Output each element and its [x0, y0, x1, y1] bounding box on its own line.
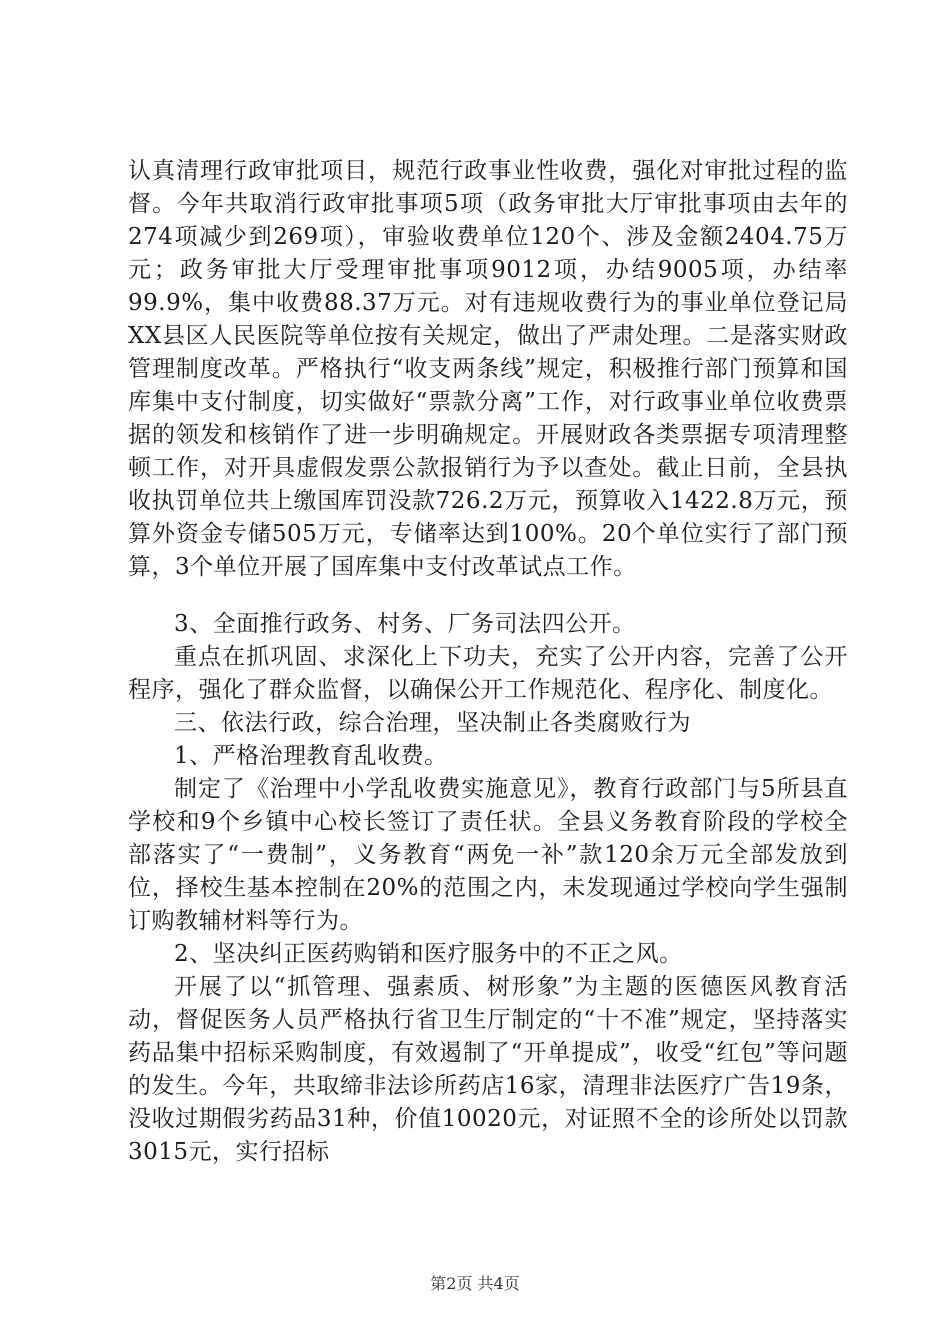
section-heading-3: 三、依法行政，综合治理，坚决制止各类腐败行为 [174, 710, 691, 736]
paragraph-education-fees-detail: 制定了《治理中小学乱收费实施意见》，教育行政部门与5所县直学校和9个乡镇中心校长签订了责任状。全县义务教育阶段的学校全部落实了“一费制”，义务教育“两免一补”款120余万元全部发放到位，择校生基本控制在20%的范围之内，未发现通过学校向学生强制订购教辅材料等行为。 [128, 776, 848, 934]
document-body [128, 155, 848, 1169]
heading-item-1-education-fees: 1、严格治理教育乱收费。 [174, 743, 448, 769]
paragraph-medical-detail: 开展了以“抓管理、强素质、树形象”为主题的医德医风教育活动，督促医务人员严格执行省卫生厅制定的“十不准”规定，坚持落实药品集中招标采购制度，有效遏制了“开单提成”，收受“红包”等问题的发生。今年，共取缔非法诊所药店16家，清理非法医疗广告19条，没收过期假劣药品31种，价值10020元，对证照不全的诊所处以罚款3015元，实行招标 [128, 974, 848, 1165]
paragraph-gap [128, 584, 848, 608]
paragraph-continued-approval-reform: 认真清理行政审批项目，规范行政事业性收费，强化对审批过程的监督。今年共取消行政审批事项5项（政务审批大厅审批事项由去年的274项减少到269项），审验收费单位120个、涉及金额2404.75万元；政务审批大厅受理审批事项9012项，办结9005项，办结率99.9%，集中收费88.37万元。对有违规收费行为的事业单位登记局XX县区人民医院等单位按有关规定，做出了严肃处理。二是落实财政管理制度改革。严格执行“收支两条线”规定，积极推行部门预算和国库集中支付制度，切实做好“票款分离”工作，对行政事业单位收费票据的领发和核销作了进一步明确规定。开展财政各类票据专项清理整顿工作，对开具虚假发票公款报销行为予以查处。截止日前，全县执收执罚单位共上缴国库罚没款726.2万元，预算收入1422.8万元，预算外资金专储505万元，专储率达到100%。20个单位实行了部门预算，3个单位开展了国库集中支付改革试点工作。 [128, 158, 848, 580]
page-number-footer: 第2页 共4页 [430, 1274, 520, 1293]
paragraph-openness-detail: 重点在抓巩固、求深化上下功夫，充实了公开内容，完善了公开程序，强化了群众监督，以确保公开工作规范化、程序化、制度化。 [128, 644, 848, 703]
heading-item-3-openness: 3、全面推行政务、村务、厂务司法四公开。 [174, 611, 636, 637]
heading-item-2-medical: 2、坚决纠正医药购销和医疗服务中的不正之风。 [174, 941, 683, 967]
